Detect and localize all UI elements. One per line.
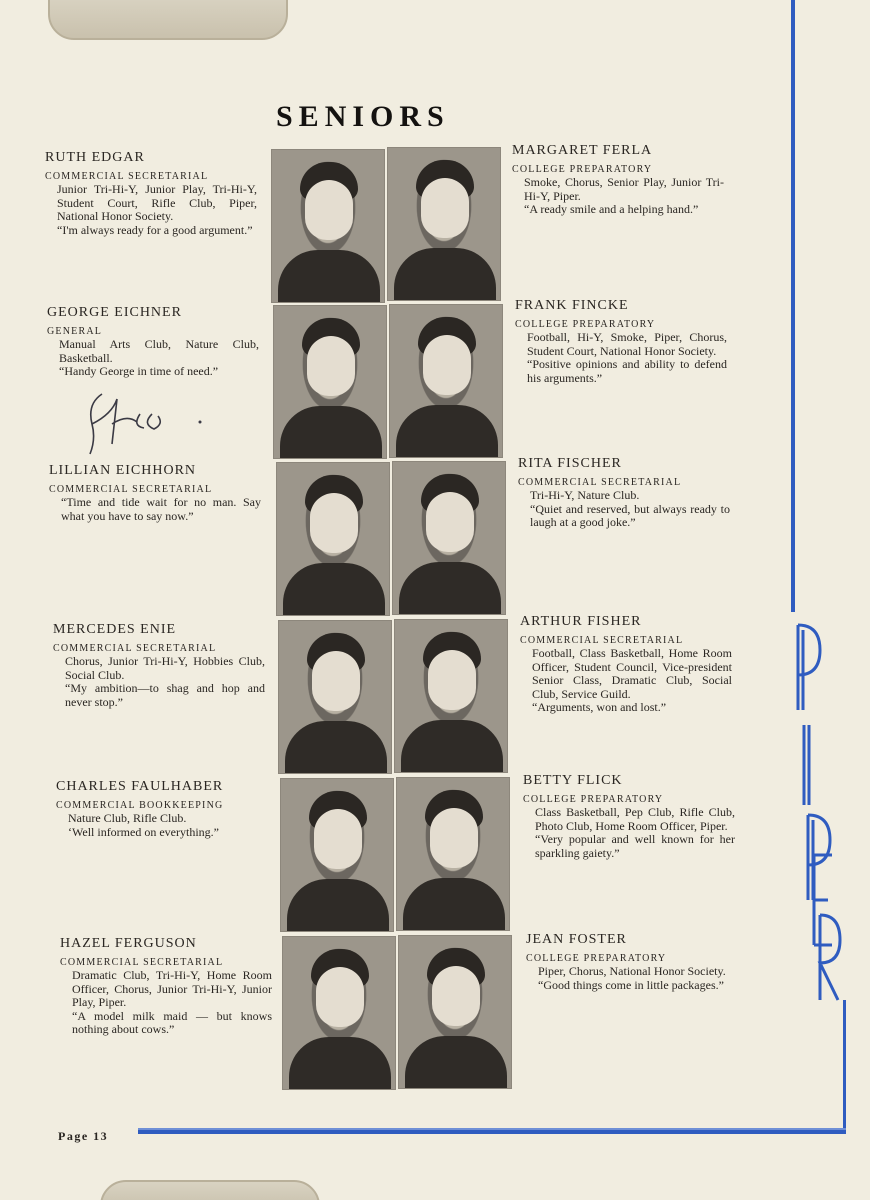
senior-activities: Smoke, Chorus, Senior Play, Junior Tri-Hi-Y, Piper. (524, 175, 724, 203)
portrait-frank-fincke (389, 304, 503, 458)
senior-entry (515, 298, 735, 385)
senior-course: COLLEGE PREPARATORY (512, 164, 653, 175)
blue-border-vertical-bottom (843, 1000, 846, 1132)
senior-course: COLLEGE PREPARATORY (526, 953, 667, 964)
senior-quote: “My ambition—to shag and hop and never stop.” (65, 681, 265, 709)
senior-quote: “I'm always ready for a good argument.” (57, 222, 253, 237)
senior-course: COMMERCIAL SECRETARIAL (518, 477, 682, 488)
senior-name: JEAN FOSTER (526, 932, 627, 947)
piper-text: PIPER (790, 615, 793, 616)
senior-name: MERCEDES ENIE (53, 622, 177, 637)
senior-entry (47, 305, 267, 379)
senior-course: COMMERCIAL SECRETARIAL (60, 957, 224, 968)
senior-quote: “A model milk maid — but knows nothing about cows.” (72, 1008, 272, 1036)
portrait-jean-foster (398, 935, 512, 1089)
senior-quote: ‘Well informed on everything.” (68, 824, 219, 839)
senior-name: ARTHUR FISHER (520, 614, 642, 629)
senior-activities: Tri-Hi-Y, Nature Club. (530, 488, 640, 502)
page-number: Page 13 (58, 1129, 109, 1143)
senior-name: FRANK FINCKE (515, 298, 629, 313)
blue-border-horizontal (138, 1128, 846, 1134)
senior-activities: Football, Class Basketball, Home Room Officer, Student Council, Vice-president Senior Class, Dramatic Club, Social Club, Service Guild. (532, 646, 732, 701)
senior-entry (518, 456, 738, 530)
senior-entry (520, 614, 740, 715)
senior-entry (523, 773, 743, 860)
binder-tab-bottom (100, 1180, 320, 1200)
senior-activities: Class Basketball, Pep Club, Rifle Club, Photo Club, Home Room Officer, Piper. (535, 805, 735, 833)
portrait-george-eichner (273, 305, 387, 459)
senior-entry (60, 936, 280, 1037)
senior-name: GEORGE EICHNER (47, 305, 182, 320)
senior-entry (49, 463, 269, 523)
senior-quote: “Very popular and well known for her sparkling gaiety.” (535, 832, 735, 860)
senior-quote: “A ready smile and a helping hand.” (524, 202, 699, 216)
senior-quote: “Positive opinions and ability to defend his arguments.” (527, 357, 727, 385)
senior-name: CHARLES FAULHABER (56, 779, 224, 794)
blue-border-vertical-top (791, 0, 795, 612)
senior-name: HAZEL FERGUSON (60, 936, 197, 951)
senior-name: MARGARET FERLA (512, 143, 653, 158)
senior-activities: Nature Club, Rifle Club. (68, 811, 187, 825)
portrait-margaret-ferla (387, 147, 501, 301)
senior-activities: Junior Tri-Hi-Y, Junior Play, Tri-Hi-Y, Student Court, Rifle Club, Piper, National Honor Society. (57, 182, 257, 223)
senior-name: BETTY FLICK (523, 773, 623, 788)
senior-course: COMMERCIAL SECRETARIAL (49, 484, 213, 495)
senior-name: RITA FISCHER (518, 456, 622, 471)
portrait-ruth-edgar (271, 149, 385, 303)
piper-logo (790, 615, 850, 1005)
senior-activities: Football, Hi-Y, Smoke, Piper, Chorus, Student Court, National Honor Society. (527, 330, 727, 358)
senior-activities: Chorus, Junior Tri-Hi-Y, Hobbies Club, Social Club. (65, 654, 265, 682)
senior-activities: Manual Arts Club, Nature Club, Basketball. (59, 337, 259, 365)
portrait-betty-flick (396, 777, 510, 931)
page-title: SENIORS (276, 100, 450, 133)
senior-entry (512, 143, 732, 217)
senior-quote: “Arguments, won and lost.” (532, 700, 667, 714)
senior-course: COMMERCIAL SECRETARIAL (45, 171, 209, 182)
senior-activities: Dramatic Club, Tri-Hi-Y, Home Room Officer, Chorus, Junior Tri-Hi-Y, Junior Play, Piper. (72, 968, 272, 1009)
senior-entry (56, 779, 276, 839)
senior-course: COLLEGE PREPARATORY (523, 794, 664, 805)
portrait-mercedes-enie (278, 620, 392, 774)
senior-quote: “Quiet and reserved, but always ready to laugh at a good joke.” (530, 501, 730, 529)
portrait-rita-fischer (392, 461, 506, 615)
senior-quote: “Good things come in little packages.” (538, 977, 724, 992)
senior-activities: Piper, Chorus, National Honor Society. (538, 964, 726, 978)
senior-quote: “Handy George in time of need.” (59, 364, 219, 378)
senior-entry (53, 622, 273, 709)
portrait-charles-faulhaber (280, 778, 394, 932)
senior-entry (526, 932, 746, 992)
senior-course: COMMERCIAL BOOKKEEPING (56, 800, 224, 811)
senior-course: COMMERCIAL SECRETARIAL (53, 643, 217, 654)
binder-tab-top (48, 0, 288, 40)
senior-name: RUTH EDGAR (45, 150, 145, 165)
senior-name: LILLIAN EICHHORN (49, 463, 197, 478)
portrait-arthur-fisher (394, 619, 508, 773)
portrait-hazel-ferguson (282, 936, 396, 1090)
senior-course: COLLEGE PREPARATORY (515, 319, 656, 330)
senior-course: COMMERCIAL SECRETARIAL (520, 635, 684, 646)
portrait-lillian-eichhorn (276, 462, 390, 616)
senior-entry (45, 150, 265, 237)
signature (82, 384, 212, 464)
senior-quote: “Time and tide wait for no man. Say what you have to say now.” (61, 495, 261, 523)
senior-course: GENERAL (47, 326, 103, 337)
